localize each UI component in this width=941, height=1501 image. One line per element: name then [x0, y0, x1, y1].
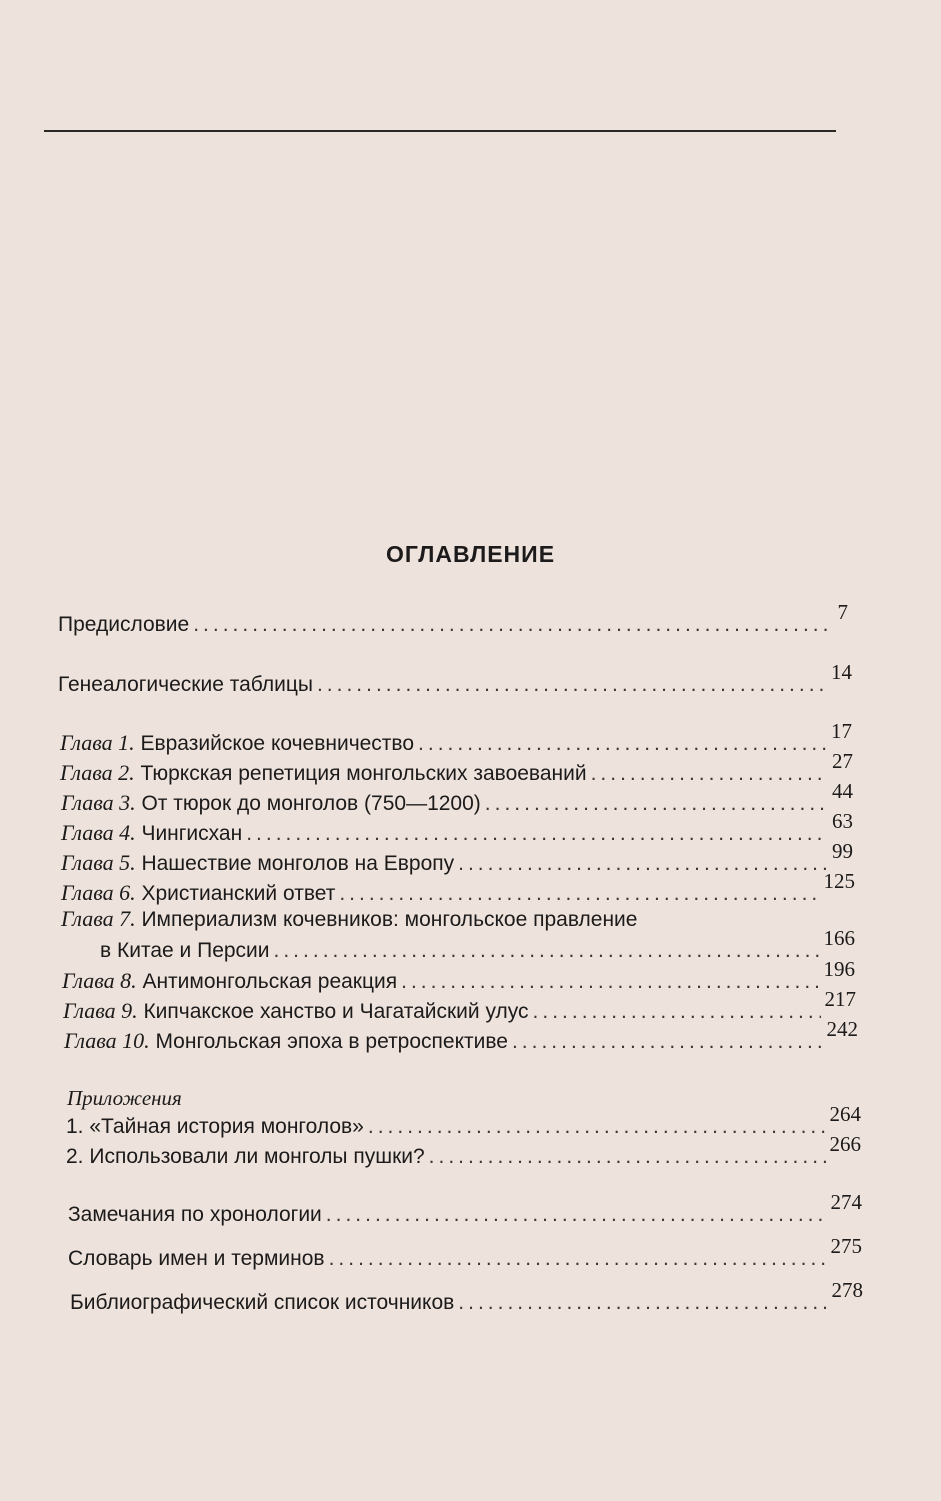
chapter-prefix: Глава 6.: [61, 880, 136, 905]
toc-entry-label: Генеалогические таблицы: [58, 673, 313, 696]
toc-page-number: 196: [823, 957, 855, 981]
chapter-prefix: Глава 8.: [62, 968, 137, 993]
toc-page-number: 17: [831, 719, 852, 743]
toc-page-number: 7: [837, 600, 848, 624]
leader-dots: [418, 732, 827, 756]
chapter-prefix: Глава 7.: [61, 906, 136, 931]
chapter-prefix: Глава 2.: [60, 760, 135, 785]
toc-page-number: 274: [830, 1190, 862, 1214]
chapter-prefix: Глава 3.: [61, 790, 136, 815]
toc-entry-chapter-7-continuation: [100, 926, 855, 963]
leader-dots: [458, 1291, 827, 1315]
toc-page-number: 278: [831, 1278, 863, 1302]
toc-entry-foreword: [58, 600, 848, 637]
chapter-prefix: Глава 1.: [60, 730, 135, 755]
toc-entry-label: Замечания по хронологии: [68, 1203, 322, 1226]
leader-dots: [274, 939, 820, 963]
leader-dots: [317, 673, 827, 697]
toc-entry-chapter-10: [64, 1017, 858, 1054]
leader-dots: [429, 1145, 826, 1169]
appendix-heading: Приложения: [67, 1086, 182, 1110]
toc-page-number: 14: [831, 660, 852, 684]
toc-entry-label: 1. «Тайная история монголов»: [66, 1115, 364, 1138]
toc-entry-label: Империализм кочевников: монгольское правление: [141, 908, 638, 931]
toc-entry-chapter-3: [61, 779, 853, 816]
leader-dots: [485, 792, 828, 816]
chapter-prefix: Глава 4.: [61, 820, 136, 845]
toc-entry-label: Христианский ответ: [141, 882, 336, 905]
toc-entry-chapter-5: [61, 839, 853, 876]
leader-dots: [368, 1115, 826, 1139]
toc-entry-chapter-4: [61, 809, 853, 846]
leader-dots: [326, 1203, 827, 1227]
toc-entry-label: в Китае и Персии: [100, 939, 270, 962]
toc-entry-glossary: [68, 1234, 862, 1271]
toc-entry-chapter-2: [60, 749, 853, 786]
toc-entry-label: Кипчакское ханство и Чагатайский улус: [143, 1000, 529, 1023]
toc-entry-label: Евразийское кочевничество: [140, 732, 415, 755]
chapter-prefix: Глава 10.: [64, 1028, 150, 1053]
toc-entry-label: Словарь имен и терминов: [68, 1247, 325, 1270]
toc-entry-label: Чингисхан: [141, 822, 243, 845]
toc-entry-label: Монгольская эпоха в ретроспективе: [155, 1030, 508, 1053]
toc-page-number: 242: [826, 1017, 858, 1041]
toc-page-number: 44: [832, 779, 853, 803]
toc-entry-label: Тюркская репетиция монгольских завоеваний: [140, 762, 587, 785]
chapter-prefix: Глава 5.: [61, 850, 136, 875]
toc-entry-appendix-1: [66, 1102, 861, 1139]
toc-page-number: 166: [823, 926, 855, 950]
toc-entry-appendix-2: [66, 1132, 861, 1169]
toc-page-number: 264: [829, 1102, 861, 1126]
toc-entry-genealogy: [58, 660, 852, 697]
toc-page-number: 99: [832, 839, 853, 863]
page-title: ОГЛАВЛЕНИЕ: [385, 541, 556, 567]
leader-dots: [512, 1030, 823, 1054]
toc-entry-label: Антимонгольская реакция: [142, 970, 398, 993]
toc-page-number: 217: [824, 987, 856, 1011]
toc-entry-chronology: [68, 1190, 862, 1227]
leader-dots: [193, 613, 833, 637]
toc-entry-chapter-1: [60, 719, 852, 756]
toc-entry-label: От тюрок до монголов (750—1200): [141, 792, 481, 815]
leader-dots: [591, 762, 828, 786]
leader-dots: [458, 852, 828, 876]
leader-dots: [246, 822, 828, 846]
toc-page-number: 63: [832, 809, 853, 833]
toc-entry-label: Библиографический список источников: [70, 1291, 455, 1314]
leader-dots: [533, 1000, 821, 1024]
toc-entry-chapter-8: [62, 957, 855, 994]
toc-entry-chapter-7: [61, 906, 637, 932]
chapter-prefix: Глава 9.: [63, 998, 138, 1023]
leader-dots: [329, 1247, 827, 1271]
toc-entry-label: 2. Использовали ли монголы пушки?: [66, 1145, 425, 1168]
toc-page-number: 125: [823, 869, 855, 893]
toc-entry-bibliography: [70, 1278, 863, 1315]
toc-entry-label: Нашествие монголов на Европу: [141, 852, 455, 875]
toc-entry-chapter-9: [63, 987, 856, 1024]
toc-entry-label: Предисловие: [58, 613, 190, 636]
leader-dots: [339, 882, 819, 906]
toc-entry-chapter-6: [61, 869, 855, 906]
toc-page-number: 275: [830, 1234, 862, 1258]
leader-dots: [401, 970, 819, 994]
horizontal-rule: [44, 130, 836, 132]
toc-page-number: 27: [832, 749, 853, 773]
toc-page-number: 266: [829, 1132, 861, 1156]
